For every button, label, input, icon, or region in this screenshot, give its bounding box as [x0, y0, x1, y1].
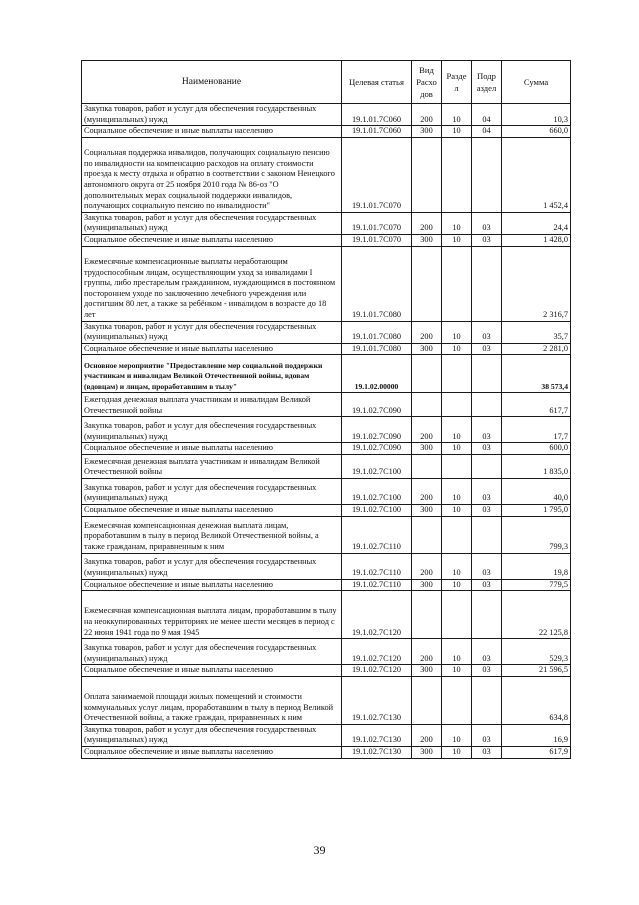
cell-target-article: 19.1.01.7С080	[342, 246, 412, 321]
cell-target-article: 19.1.01.7С070	[342, 212, 412, 234]
header-target-article: Целевая статья	[342, 61, 412, 104]
cell-expense-type	[412, 516, 442, 553]
cell-section: 10	[442, 212, 472, 234]
cell-target-article: 19.1.02.7С110	[342, 553, 412, 579]
cell-name: Закупка товаров, работ и услуг для обеспечения государственных (муниципальных) нужд	[82, 104, 342, 126]
header-expense-type: Вид Расхо дов	[412, 61, 442, 104]
table-row	[82, 516, 571, 553]
cell-subsection	[472, 246, 502, 321]
cell-amount: 617,9	[502, 746, 571, 758]
cell-subsection: 03	[472, 639, 502, 665]
cell-section: 10	[442, 234, 472, 246]
cell-section	[442, 246, 472, 321]
cell-section: 10	[442, 443, 472, 455]
cell-target-article: 19.1.02.7С090	[342, 393, 412, 417]
table-row	[82, 234, 571, 246]
cell-name: Социальное обеспечение и иные выплаты населению	[82, 504, 342, 516]
table-row	[82, 393, 571, 417]
table-row	[82, 104, 571, 126]
cell-section: 10	[442, 724, 472, 746]
cell-name: Оплата занимаемой площади жилых помещений и стоимости коммунальных услуг лицам, проработавшим в тылу в период Великой Отечественной войны, а также граждан, приравненных к ним	[82, 676, 342, 724]
cell-target-article: 19.1.01.7С070	[342, 137, 412, 212]
cell-section: 10	[442, 126, 472, 138]
budget-table-container	[81, 60, 570, 759]
table-row	[82, 746, 571, 758]
cell-expense-type	[412, 676, 442, 724]
cell-target-article: 19.1.02.7С120	[342, 639, 412, 665]
table-row	[82, 137, 571, 212]
cell-amount: 529,3	[502, 639, 571, 665]
cell-subsection: 03	[472, 724, 502, 746]
cell-section: 10	[442, 321, 472, 343]
cell-subsection	[472, 137, 502, 212]
header-subsection: Подр аздел	[472, 61, 502, 104]
cell-amount: 634,8	[502, 676, 571, 724]
cell-expense-type	[412, 246, 442, 321]
table-row	[82, 553, 571, 579]
cell-expense-type: 300	[412, 504, 442, 516]
cell-expense-type: 300	[412, 746, 442, 758]
cell-amount: 38 573,4	[502, 355, 571, 393]
header-name: Наименование	[82, 61, 342, 104]
cell-expense-type	[412, 454, 442, 478]
cell-subsection: 03	[472, 504, 502, 516]
cell-amount: 799,3	[502, 516, 571, 553]
cell-expense-type: 200	[412, 724, 442, 746]
cell-amount: 22 125,8	[502, 591, 571, 639]
cell-name: Социальное обеспечение и иные выплаты населению	[82, 343, 342, 355]
cell-section: 10	[442, 343, 472, 355]
cell-target-article: 19.1.02.7С090	[342, 417, 412, 443]
table-row	[82, 246, 571, 321]
cell-name: Социальное обеспечение и иные выплаты населению	[82, 665, 342, 677]
cell-section: 10	[442, 553, 472, 579]
page-number: 39	[313, 843, 326, 857]
cell-subsection	[472, 393, 502, 417]
cell-subsection: 03	[472, 343, 502, 355]
cell-target-article: 19.1.02.7С130	[342, 724, 412, 746]
cell-name: Ежемесячные компенсационные выплаты неработающим трудоспособным лицам, осуществляющим уход за инвалидами I группы, либо престарелым гражданином, нуждающимся в постоянном постороннем уходе по заключению лечебного учреждения или достигшим 80 лет, а также за ребёнком - инвалидом в возрасте до 18 лет	[82, 246, 342, 321]
table-row	[82, 343, 571, 355]
cell-subsection: 03	[472, 417, 502, 443]
cell-amount: 21 596,5	[502, 665, 571, 677]
budget-table	[81, 60, 571, 759]
cell-section	[442, 393, 472, 417]
cell-name: Ежемесячная компенсационная выплата лицам, проработавшим в тылу на неоккупированных территориях не менее шести месяцев в период с 22 июня 1941 года по 9 мая 1945	[82, 591, 342, 639]
cell-expense-type: 200	[412, 639, 442, 665]
cell-target-article: 19.1.01.7С080	[342, 343, 412, 355]
cell-section: 10	[442, 579, 472, 591]
cell-name: Закупка товаров, работ и услуг для обеспечения государственных (муниципальных) нужд	[82, 724, 342, 746]
cell-target-article: 19.1.02.7С110	[342, 579, 412, 591]
cell-name: Закупка товаров, работ и услуг для обеспечения государственных (муниципальных) нужд	[82, 639, 342, 665]
cell-target-article: 19.1.01.7С060	[342, 104, 412, 126]
cell-section: 10	[442, 504, 472, 516]
cell-section	[442, 591, 472, 639]
cell-section: 10	[442, 746, 472, 758]
cell-name: Социальная поддержка инвалидов, получающих социальную пенсию по инвалидности на компенсацию расходов на оплату стоимости проезда к месту отдыха и обратно в соответствии с законом Ненецкого автономного округа от 25 ноября 2010 года № 86-оз "О дополнительных мерах социальной поддержки инвалидов, получающих социальную пенсию по инвалидности"	[82, 137, 342, 212]
table-header-row	[82, 61, 571, 104]
cell-section: 10	[442, 665, 472, 677]
cell-name: Социальное обеспечение и иные выплаты населению	[82, 126, 342, 138]
cell-target-article: 19.1.01.7С060	[342, 126, 412, 138]
cell-target-article: 19.1.02.7С120	[342, 591, 412, 639]
cell-expense-type	[412, 393, 442, 417]
cell-name: Закупка товаров, работ и услуг для обеспечения государственных (муниципальных) нужд	[82, 417, 342, 443]
table-row	[82, 443, 571, 455]
cell-target-article: 19.1.02.7С090	[342, 443, 412, 455]
cell-amount: 2 281,0	[502, 343, 571, 355]
cell-name: Социальное обеспечение и иные выплаты населению	[82, 579, 342, 591]
table-row	[82, 579, 571, 591]
table-row	[82, 504, 571, 516]
cell-target-article: 19.1.01.7С080	[342, 321, 412, 343]
cell-amount: 1 452,4	[502, 137, 571, 212]
cell-subsection	[472, 454, 502, 478]
cell-expense-type	[412, 137, 442, 212]
cell-subsection: 03	[472, 321, 502, 343]
cell-name: Закупка товаров, работ и услуг для обеспечения государственных (муниципальных) нужд	[82, 478, 342, 504]
cell-target-article: 19.1.02.7С100	[342, 454, 412, 478]
cell-section	[442, 676, 472, 724]
cell-amount: 16,9	[502, 724, 571, 746]
cell-amount: 35,7	[502, 321, 571, 343]
cell-name: Социальное обеспечение и иные выплаты населению	[82, 443, 342, 455]
cell-subsection	[472, 516, 502, 553]
cell-section	[442, 516, 472, 553]
cell-expense-type	[412, 591, 442, 639]
cell-section: 10	[442, 478, 472, 504]
cell-target-article: 19.1.02.7С130	[342, 676, 412, 724]
cell-expense-type: 200	[412, 553, 442, 579]
cell-section	[442, 355, 472, 393]
cell-name: Закупка товаров, работ и услуг для обеспечения государственных (муниципальных) нужд	[82, 553, 342, 579]
cell-amount: 40,0	[502, 478, 571, 504]
cell-subsection	[472, 591, 502, 639]
cell-amount: 1 835,0	[502, 454, 571, 478]
cell-amount: 779,5	[502, 579, 571, 591]
table-row	[82, 591, 571, 639]
cell-subsection: 03	[472, 746, 502, 758]
table-row	[82, 665, 571, 677]
cell-amount: 600,0	[502, 443, 571, 455]
cell-expense-type: 200	[412, 212, 442, 234]
table-body	[82, 104, 571, 759]
cell-subsection: 03	[472, 553, 502, 579]
table-row	[82, 417, 571, 443]
cell-expense-type: 300	[412, 234, 442, 246]
cell-target-article: 19.1.02.7С110	[342, 516, 412, 553]
cell-subsection: 03	[472, 478, 502, 504]
cell-subsection	[472, 355, 502, 393]
cell-expense-type: 200	[412, 104, 442, 126]
table-row	[82, 478, 571, 504]
cell-expense-type	[412, 355, 442, 393]
table-row	[82, 454, 571, 478]
cell-section: 10	[442, 417, 472, 443]
cell-subsection: 03	[472, 234, 502, 246]
cell-amount: 10,3	[502, 104, 571, 126]
table-row	[82, 676, 571, 724]
table-row	[82, 724, 571, 746]
table-row	[82, 355, 571, 393]
cell-name: Ежемесячная денежная выплата участникам и инвалидам Великой Отечественной войны	[82, 454, 342, 478]
cell-name: Основное мероприятие "Предоставление мер социальной поддержки участникам и инвалидам Великой Отечественной войны, вдовам (вдовцам) и лицам, проработавшим в тылу"	[82, 355, 342, 393]
cell-amount: 1 795,0	[502, 504, 571, 516]
cell-target-article: 19.1.02.00000	[342, 355, 412, 393]
table-row	[82, 126, 571, 138]
cell-expense-type: 200	[412, 321, 442, 343]
header-section: Разде л	[442, 61, 472, 104]
cell-expense-type: 300	[412, 126, 442, 138]
cell-amount: 24,4	[502, 212, 571, 234]
cell-target-article: 19.1.02.7С120	[342, 665, 412, 677]
cell-target-article: 19.1.02.7С130	[342, 746, 412, 758]
cell-target-article: 19.1.02.7С100	[342, 478, 412, 504]
cell-name: Закупка товаров, работ и услуг для обеспечения государственных (муниципальных) нужд	[82, 212, 342, 234]
cell-expense-type: 300	[412, 343, 442, 355]
cell-expense-type: 300	[412, 579, 442, 591]
cell-expense-type: 200	[412, 417, 442, 443]
cell-expense-type: 300	[412, 443, 442, 455]
cell-amount: 2 316,7	[502, 246, 571, 321]
cell-expense-type: 200	[412, 478, 442, 504]
table-row	[82, 639, 571, 665]
cell-section: 10	[442, 104, 472, 126]
table-row	[82, 212, 571, 234]
cell-subsection	[472, 676, 502, 724]
cell-subsection: 04	[472, 126, 502, 138]
cell-subsection: 03	[472, 665, 502, 677]
cell-amount: 617,7	[502, 393, 571, 417]
cell-name: Закупка товаров, работ и услуг для обеспечения государственных (муниципальных) нужд	[82, 321, 342, 343]
table-row	[82, 321, 571, 343]
cell-subsection: 04	[472, 104, 502, 126]
cell-section	[442, 137, 472, 212]
cell-amount: 660,0	[502, 126, 571, 138]
cell-expense-type: 300	[412, 665, 442, 677]
cell-name: Ежемесячная компенсационная денежная выплата лицам, проработавшим в тылу в период Великой Отечественной войны, а также гражданам, приравненным к ним	[82, 516, 342, 553]
cell-name: Ежегодная денежная выплата участникам и инвалидам Великой Отечественной войны	[82, 393, 342, 417]
cell-subsection: 03	[472, 443, 502, 455]
cell-subsection: 03	[472, 212, 502, 234]
cell-name: Социальное обеспечение и иные выплаты населению	[82, 746, 342, 758]
cell-target-article: 19.1.01.7С070	[342, 234, 412, 246]
cell-amount: 19,8	[502, 553, 571, 579]
cell-amount: 17,7	[502, 417, 571, 443]
cell-name: Социальное обеспечение и иные выплаты населению	[82, 234, 342, 246]
cell-target-article: 19.1.02.7С100	[342, 504, 412, 516]
header-amount: Сумма	[502, 61, 571, 104]
cell-amount: 1 428,0	[502, 234, 571, 246]
cell-section	[442, 454, 472, 478]
cell-subsection: 03	[472, 579, 502, 591]
cell-section: 10	[442, 639, 472, 665]
